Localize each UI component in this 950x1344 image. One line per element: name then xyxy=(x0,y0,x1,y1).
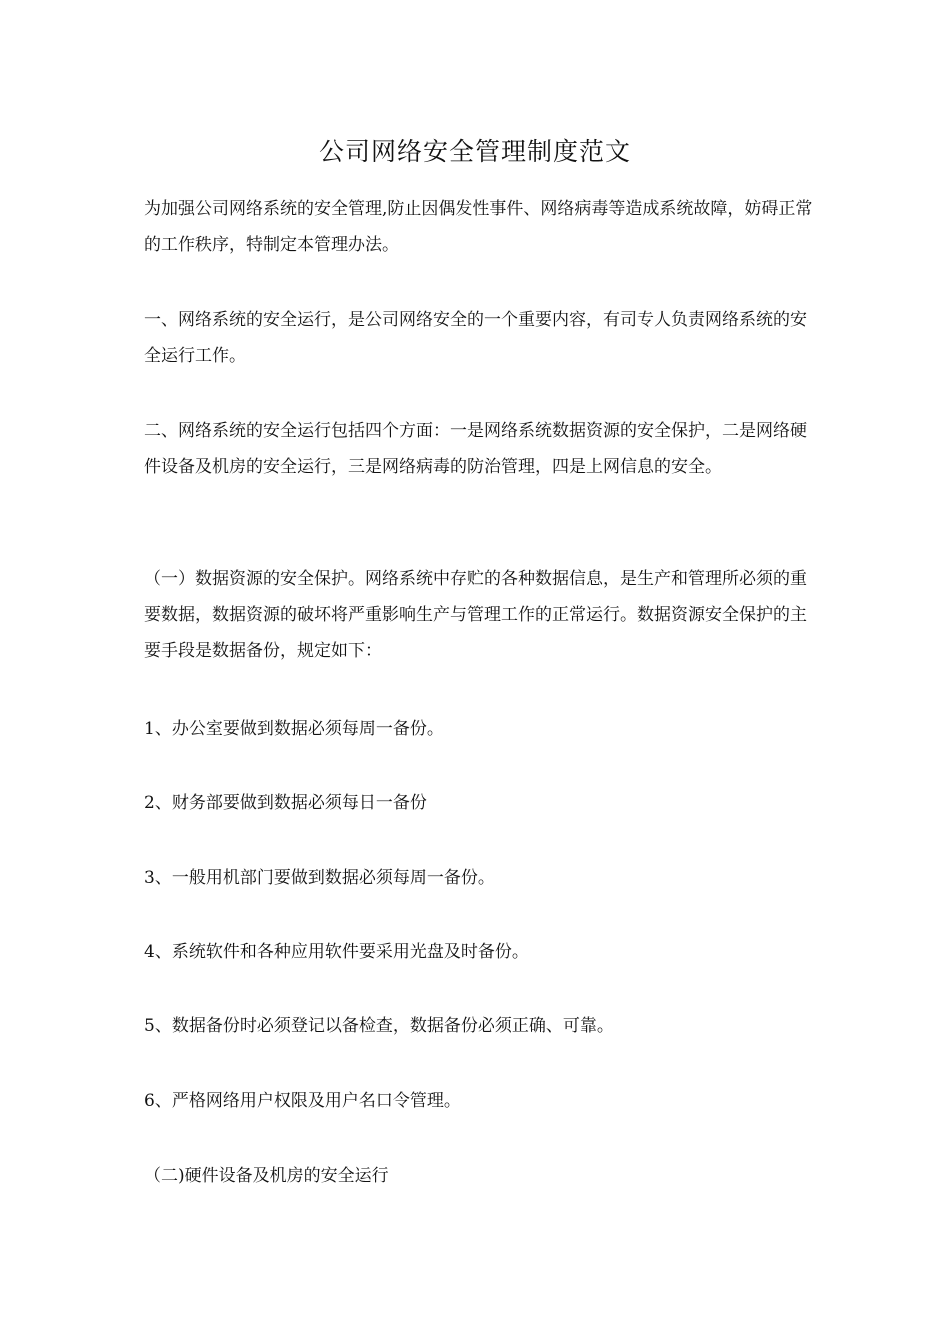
document-title: 公司网络安全管理制度范文 xyxy=(318,137,631,166)
subsection-2-heading: （二)硬件设备及机房的安全运行 xyxy=(144,1166,389,1186)
section-2-paragraph: 二、网络系统的安全运行包括四个方面：一是网络系统数据资源的安全保护，二是网络硬件设备及机房的安全运行，三是网络病毒的防治管理，四是上网信息的安全。 xyxy=(144,421,807,477)
section-1-paragraph: 一、网络系统的安全运行，是公司网络安全的一个重要内容，有司专人负责网络系统的安全运行工作。 xyxy=(144,310,807,366)
list-item: 6、严格网络用户权限及用户名口令管理。 xyxy=(144,1091,461,1111)
list-item: 2、财务部要做到数据必须每日一备份 xyxy=(144,793,427,813)
list-item: 3、一般用机部门要做到数据必须每周一备份。 xyxy=(144,868,495,888)
list-item: 5、数据备份时必须登记以备检查，数据备份必须正确、可靠。 xyxy=(144,1016,614,1036)
intro-paragraph: 为加强公司网络系统的安全管理,防止因偶发性事件、网络病毒等造成系统故障，妨碍正常的工作秩序，特制定本管理办法。 xyxy=(144,199,813,255)
list-item: 4、系统软件和各种应用软件要采用光盘及时备份。 xyxy=(144,942,529,962)
subsection-1-paragraph: （一）数据资源的安全保护。网络系统中存贮的各种数据信息，是生产和管理所必须的重要数据，数据资源的破坏将严重影响生产与管理工作的正常运行。数据资源安全保护的主要手段是数据备份，规定如下： xyxy=(144,569,807,661)
list-item: 1、办公室要做到数据必须每周一备份。 xyxy=(144,719,444,739)
